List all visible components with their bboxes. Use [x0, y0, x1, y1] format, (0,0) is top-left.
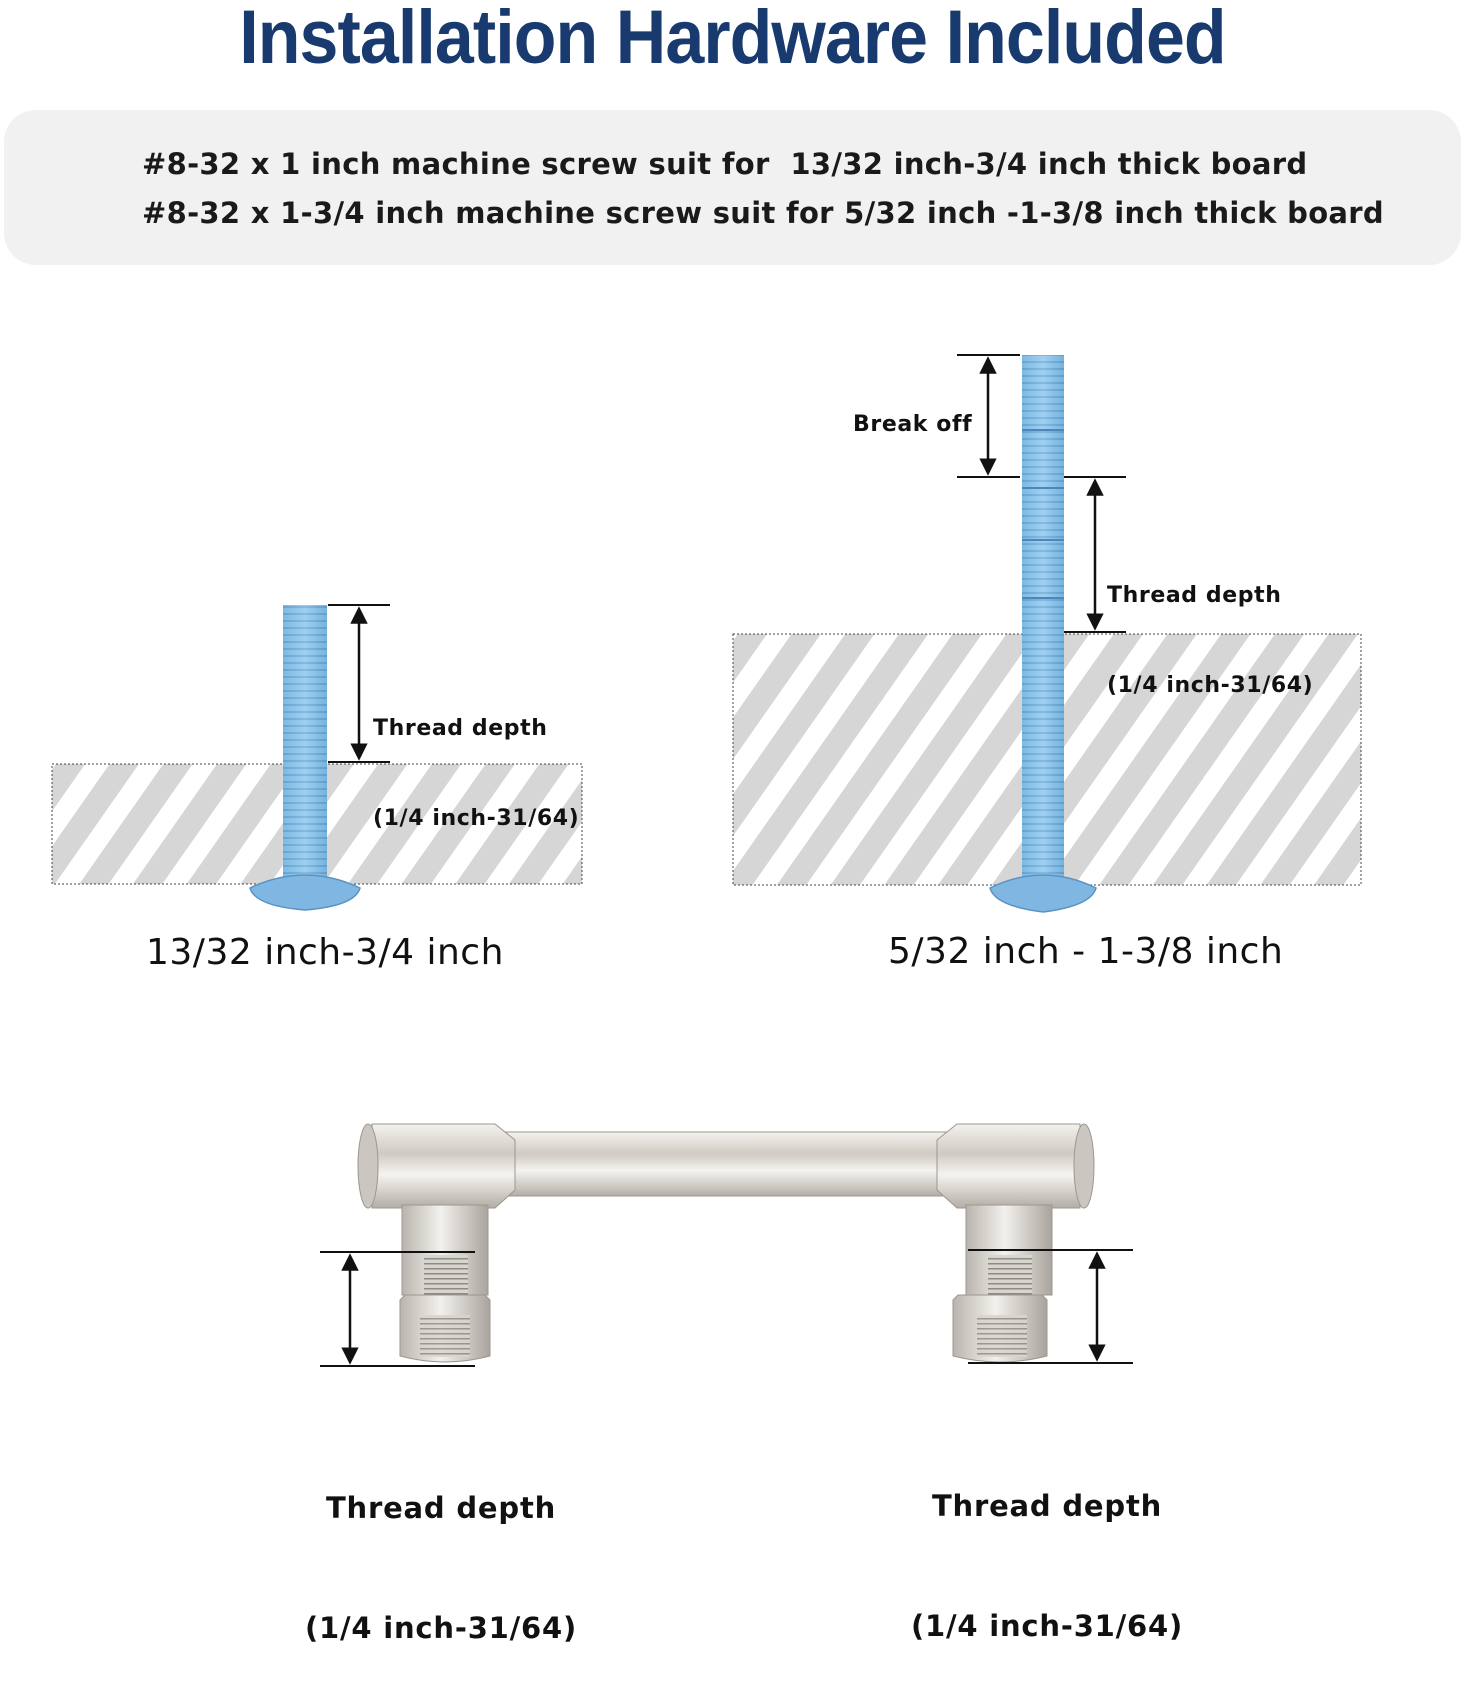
right-thread-depth-title: Thread depth [1107, 583, 1282, 608]
left-thread-depth-label [373, 654, 579, 864]
left-thread-depth-value: (1/4 inch-31/64) [373, 806, 580, 831]
handle-left-thread-value: (1/4 inch-31/64) [304, 1611, 578, 1645]
spec-line-1: #8-32 x 1 inch machine screw suit for 13/32 inch-3/4 inch thick board [142, 147, 1308, 181]
handle-right-thread-value: (1/4 inch-31/64) [910, 1609, 1184, 1643]
spec-line-2: #8-32 x 1-3/4 inch machine screw suit for 5/32 inch -1-3/8 inch thick board [142, 196, 1384, 230]
handle-right-thread-title: Thread depth [931, 1489, 1163, 1523]
right-thread-depth-label [1107, 521, 1313, 731]
right-thread-depth-value: (1/4 inch-31/64) [1107, 673, 1314, 698]
cabinet-handle [320, 1124, 1133, 1366]
handle-left-thread-label [300, 1408, 582, 1688]
right-board-range: 5/32 inch - 1-3/8 inch [888, 931, 1284, 972]
left-board-range: 13/32 inch-3/4 inch [146, 932, 504, 973]
handle-left-thread-title: Thread depth [325, 1491, 557, 1525]
handle-right-thread-label [906, 1406, 1188, 1686]
page-title: Installation Hardware Included [239, 0, 1226, 80]
break-off-label: Break off [853, 412, 973, 437]
left-thread-depth-title: Thread depth [373, 716, 548, 741]
